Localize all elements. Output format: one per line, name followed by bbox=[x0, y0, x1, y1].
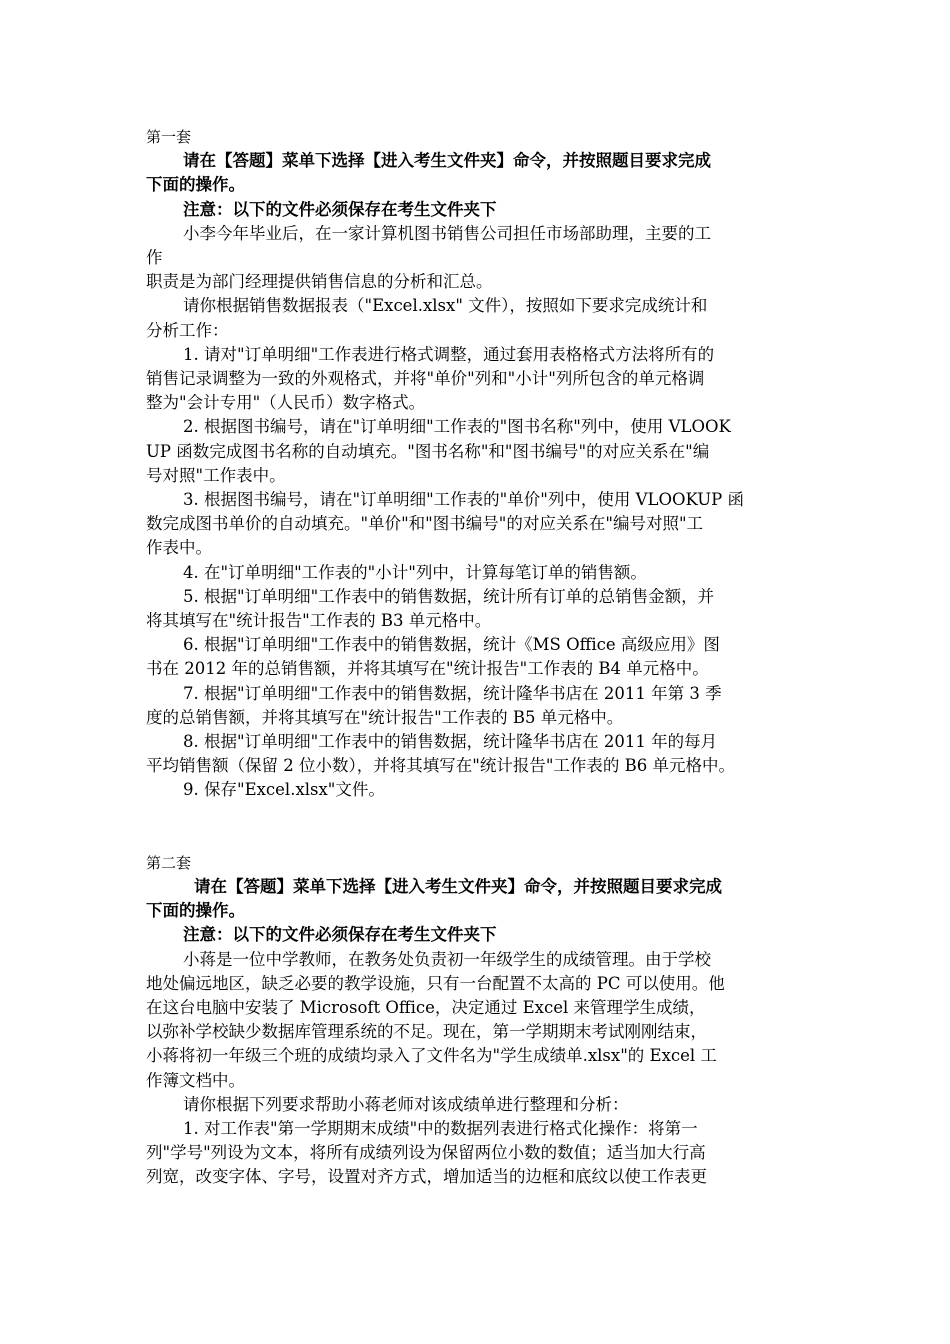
set1-intro-line: 小李今年毕业后，在一家计算机图书销售公司担任市场部助理，主要的工 bbox=[183, 223, 711, 243]
set1-task-line: 7. 根据"订单明细"工作表中的销售数据，统计隆华书店在 2011 年第 3 季 bbox=[183, 683, 722, 703]
set2-label: 第二套 bbox=[146, 853, 192, 872]
set1-task-line: 2. 根据图书编号，请在"订单明细"工作表的"图书名称"列中，使用 VLOOK bbox=[183, 417, 731, 437]
set1-intro-line: 请你根据销售数据报表（"Excel.xlsx" 文件），按照如下要求完成统计和 bbox=[183, 296, 708, 316]
section-spacer bbox=[146, 803, 814, 851]
set2-instruction-line1: 请在【答题】菜单下选择【进入考生文件夹】命令，并按照题目要求完成 bbox=[194, 876, 722, 896]
set2-note: 注意：以下的文件必须保存在考生文件夹下 bbox=[183, 925, 497, 945]
set1-task-line: 数完成图书单价的自动填充。"单价"和"图书编号"的对应关系在"编号对照"工 bbox=[146, 514, 704, 534]
set1-task-line: 1. 请对"订单明细"工作表进行格式调整，通过套用表格格式方法将所有的 bbox=[183, 344, 715, 364]
set2-task-line: 列宽，改变字体、字号，设置对齐方式，增加适当的边框和底纹以使工作表更 bbox=[146, 1167, 707, 1187]
set2-intro-line: 小蒋是一位中学教师，在教务处负责初一年级学生的成绩管理。由于学校 bbox=[183, 949, 711, 969]
set1-task-line: 号对照"工作表中。 bbox=[146, 465, 286, 485]
set1-task-line: 平均销售额（保留 2 位小数），并将其填写在"统计报告"工作表的 B6 单元格中。 bbox=[146, 756, 736, 776]
set1-task-line: 6. 根据"订单明细"工作表中的销售数据，统计《MS Office 高级应用》图 bbox=[183, 635, 720, 655]
set1-note: 注意：以下的文件必须保存在考生文件夹下 bbox=[183, 199, 497, 219]
set1-task-line: 度的总销售额，并将其填写在"统计报告"工作表的 B5 单元格中。 bbox=[146, 707, 624, 727]
set1-task-line: 书在 2012 年的总销售额，并将其填写在"统计报告"工作表的 B4 单元格中。 bbox=[146, 659, 709, 679]
set2-intro-line: 以弥补学校缺少数据库管理系统的不足。现在，第一学期期末考试刚刚结束， bbox=[146, 1022, 707, 1042]
set1-task-line: 3. 根据图书编号，请在"订单明细"工作表的"单价"列中，使用 VLOOKUP 函 bbox=[183, 490, 745, 510]
set1-intro-line: 职责是为部门经理提供销售信息的分析和汇总。 bbox=[146, 272, 493, 292]
set1-instruction-line1: 请在【答题】菜单下选择【进入考生文件夹】命令，并按照题目要求完成 bbox=[183, 151, 711, 171]
set1-task-line: 销售记录调整为一致的外观格式，并将"单价"列和"小计"列所包含的单元格调 bbox=[146, 369, 705, 389]
set2-task-line: 列"学号"列设为文本，将所有成绩列设为保留两位小数的数值；适当加大行高 bbox=[146, 1143, 706, 1163]
set2-intro-line: 请你根据下列要求帮助小蒋老师对该成绩单进行整理和分析： bbox=[183, 1094, 629, 1114]
set2-intro-line: 在这台电脑中安装了 Microsoft Office，决定通过 Excel 来管理学生成绩， bbox=[146, 997, 706, 1017]
set1-task-line: 作表中。 bbox=[146, 538, 212, 558]
set1-task-line: UP 函数完成图书名称的自动填充。"图书名称"和"图书编号"的对应关系在"编 bbox=[146, 441, 710, 461]
set2-intro-line: 作簿文档中。 bbox=[146, 1070, 245, 1090]
set2-intro-line: 地处偏远地区，缺乏必要的教学设施，只有一台配置不太高的 PC 可以使用。他 bbox=[146, 973, 725, 993]
set1-task-line: 整为"会计专用"（人民币）数字格式。 bbox=[146, 393, 426, 413]
set1-intro-line: 分析工作： bbox=[146, 320, 229, 340]
set1-task-line: 8. 根据"订单明细"工作表中的销售数据，统计隆华书店在 2011 年的每月 bbox=[183, 732, 718, 752]
set1-task-line: 9. 保存"Excel.xlsx"文件。 bbox=[183, 780, 385, 800]
set1-task-line: 4. 在"订单明细"工作表的"小计"列中，计算每笔订单的销售额。 bbox=[183, 562, 647, 582]
set1-instruction-line2: 下面的操作。 bbox=[146, 175, 245, 195]
set1-label: 第一套 bbox=[146, 128, 192, 146]
set2-task-line: 1. 对工作表"第一学期期末成绩"中的数据列表进行格式化操作：将第一 bbox=[183, 1118, 698, 1138]
set1-intro-line: 作 bbox=[146, 248, 163, 268]
set2-instruction-line2: 下面的操作。 bbox=[146, 901, 245, 921]
set2-intro-line: 小蒋将初一年级三个班的成绩均录入了文件名为"学生成绩单.xlsx"的 Excel 工 bbox=[146, 1046, 717, 1066]
set1-task-line: 5. 根据"订单明细"工作表中的销售数据，统计所有订单的总销售金额，并 bbox=[183, 586, 715, 606]
document-body bbox=[146, 125, 814, 1190]
set1-task-line: 将其填写在"统计报告"工作表的 B3 单元格中。 bbox=[146, 611, 492, 631]
